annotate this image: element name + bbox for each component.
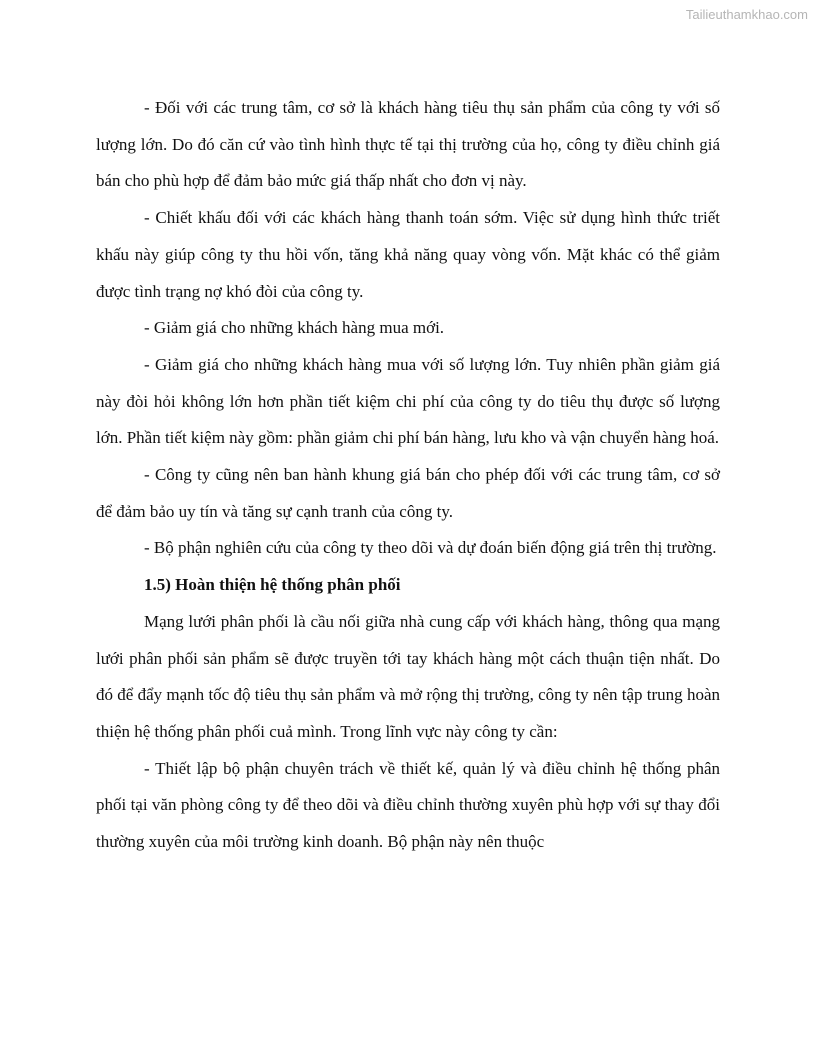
paragraph-dedicated-department: - Thiết lập bộ phận chuyên trách về thiết kế, quản lý và điều chỉnh hệ thống phân phối tại văn phòng công ty để theo dõi và điều chỉnh thường xuyên phù hợp với sự thay đổi thường xuyên của môi trường kinh doanh. Bộ phận này nên thuộc <box>96 758 720 852</box>
paragraph-large-customer-pricing: - Đối với các trung tâm, cơ sở là khách hàng tiêu thụ sản phẩm của công ty với số lượng lớn. Do đó căn cứ vào tình hình thực tế tại thị trường của họ, công ty điều chỉnh giá bán cho phù hợp để đảm bảo mức giá thấp nhất cho đơn vị này. <box>96 98 720 191</box>
paragraph-early-payment-discount: - Chiết khấu đối với các khách hàng thanh toán sớm. Việc sử dụng hình thức triết khấu này giúp công ty thu hồi vốn, tăng khả năng quay vòng vốn. Mặt khác có thể giảm được tình trạng nợ khó đòi của công ty. <box>96 208 720 301</box>
paragraph-price-research: - Bộ phận nghiên cứu của công ty theo dõi và dự đoán biến động giá trên thị trường. <box>144 538 717 558</box>
watermark-text: Tailieuthamkhao.com <box>685 7 808 22</box>
paragraph-new-customer-discount: - Giảm giá cho những khách hàng mua mới. <box>144 318 445 338</box>
paragraph-price-framework: - Công ty cũng nên ban hành khung giá bán cho phép đối với các trung tâm, cơ sở để đảm bảo uy tín và tăng sự cạnh tranh của công ty. <box>96 465 720 521</box>
document-body <box>96 90 720 861</box>
paragraph-distribution-network: Mạng lưới phân phối là cầu nối giữa nhà cung cấp với khách hàng, thông qua mạng lưới phân phối sản phẩm sẽ được truyền tới tay khách hàng một cách thuận tiện nhất. Do đó để đẩy mạnh tốc độ tiêu thụ sản phẩm và mở rộng thị trường, công ty nên tập trung hoàn thiện hệ thống phân phối cuả mình. Trong lĩnh vực này công ty cần: <box>96 611 720 741</box>
paragraph-volume-discount: - Giảm giá cho những khách hàng mua với số lượng lớn. Tuy nhiên phần giảm giá này đòi hỏi không lớn hơn phần tiết kiệm chi phí của công ty do tiêu thụ được số lượng lớn. Phần tiết kiệm này gồm: phần giảm chi phí bán hàng, lưu kho và vận chuyển hàng hoá. <box>96 354 720 448</box>
section-heading: 1.5) Hoàn thiện hệ thống phân phối <box>144 575 401 595</box>
